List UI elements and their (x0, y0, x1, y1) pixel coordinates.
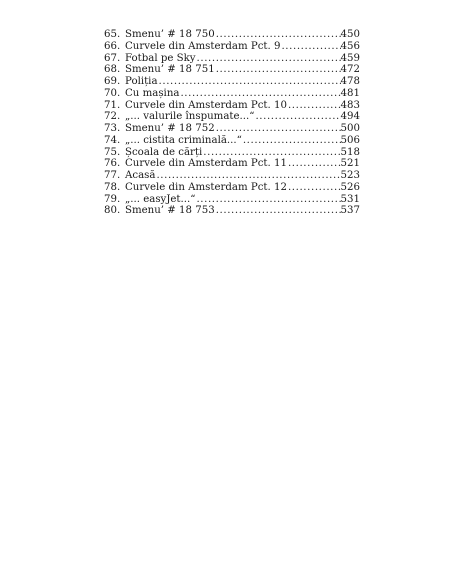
toc-entry-page: 523 (340, 170, 360, 181)
toc-entry-number: 80. (104, 205, 121, 217)
toc-entry-title: Smenu’ # 18 753 (125, 205, 215, 217)
toc-entry-page: 518 (340, 146, 360, 158)
toc-entry-page: 450 (340, 29, 360, 40)
toc-entry-title: Smenu’ # 18 751 (125, 64, 215, 76)
toc-entry (104, 111, 360, 123)
toc-entry-title: Cu mașina (125, 87, 180, 99)
toc-entry-title: „... valurile înspumate...“ (125, 111, 255, 123)
toc-dot-leader (254, 111, 340, 123)
toc-entry-number: 66. (104, 40, 121, 52)
toc-entry (104, 29, 360, 41)
toc-entry-title: Acasă (125, 170, 156, 181)
toc-entry (104, 182, 360, 194)
toc-dot-leader (155, 170, 340, 182)
toc-entry (104, 41, 360, 53)
toc-entry-page: 478 (340, 76, 360, 87)
toc-entry-title: Curvele din Amsterdam Pct. 12 (125, 181, 287, 193)
toc-dot-leader (202, 147, 340, 159)
toc-entry-title: Poliția (125, 76, 158, 87)
toc-dot-leader (179, 88, 340, 100)
toc-entry-number: 79. (104, 193, 121, 205)
toc-dot-leader (196, 53, 341, 65)
toc-entry-page: 537 (340, 205, 360, 217)
toc-entry-page: 483 (340, 99, 360, 111)
toc-dot-leader (215, 123, 341, 135)
toc-entry-number: 65. (104, 29, 121, 40)
toc-entry-page: 481 (340, 87, 360, 99)
toc-entry-number: 72. (104, 111, 121, 123)
toc-entry-page: 472 (340, 64, 360, 76)
toc-entry (104, 88, 360, 100)
toc-dot-leader (287, 100, 341, 112)
toc-entry-page: 531 (340, 193, 360, 205)
toc-entry (104, 76, 360, 88)
toc-entry-number: 78. (104, 181, 121, 193)
toc-entry (104, 170, 360, 182)
toc-dot-leader (242, 135, 341, 147)
toc-entry-page: 521 (340, 158, 360, 170)
toc-entry-number: 77. (104, 170, 121, 181)
toc-entry (104, 135, 360, 147)
toc-entry-page: 500 (340, 123, 360, 134)
toc-entry (104, 53, 360, 65)
toc-entry (104, 100, 360, 112)
toc-dot-leader (195, 194, 340, 206)
toc-dot-leader (215, 64, 341, 76)
toc-entry-title: „... easyJet...“ (125, 193, 196, 205)
toc-entry (104, 123, 360, 135)
toc-entry-title: Fotbal pe Sky (125, 52, 196, 64)
toc-dot-leader (287, 158, 341, 170)
toc-entry-page: 506 (340, 134, 360, 146)
toc-entry-title: Smenu’ # 18 750 (125, 29, 215, 40)
toc-entry (104, 158, 360, 170)
toc-entry (104, 205, 360, 217)
toc-dot-leader (287, 182, 341, 194)
toc-entry (104, 147, 360, 159)
toc-entry-number: 73. (104, 123, 121, 134)
toc-entry-number: 71. (104, 99, 121, 111)
toc-entry-title: Smenu’ # 18 752 (125, 123, 215, 134)
table-of-contents (104, 29, 360, 217)
toc-entry (104, 64, 360, 76)
toc-entry-title: Curvele din Amsterdam Pct. 11 (125, 158, 287, 170)
toc-entry-number: 69. (104, 76, 121, 87)
toc-entry-page: 494 (340, 111, 360, 123)
toc-entry-title: „... cistita criminală...“ (125, 134, 242, 146)
toc-entry-title: Curvele din Amsterdam Pct. 9 (125, 40, 281, 52)
toc-dot-leader (215, 205, 341, 217)
toc-entry-page: 459 (340, 52, 360, 64)
toc-entry-number: 68. (104, 64, 121, 76)
toc-entry-page: 456 (340, 40, 360, 52)
toc-entry-number: 76. (104, 158, 121, 170)
toc-entry-number: 75. (104, 146, 121, 158)
toc-entry-number: 70. (104, 87, 121, 99)
toc-entry-number: 67. (104, 52, 121, 64)
toc-dot-leader (158, 76, 341, 88)
toc-entry-number: 74. (104, 134, 121, 146)
toc-entry (104, 194, 360, 206)
toc-entry-title: Curvele din Amsterdam Pct. 10 (125, 99, 287, 111)
toc-dot-leader (215, 29, 341, 41)
toc-entry-title: Școala de cărți (125, 146, 203, 158)
toc-entry-page: 526 (340, 181, 360, 193)
toc-dot-leader (280, 41, 340, 53)
